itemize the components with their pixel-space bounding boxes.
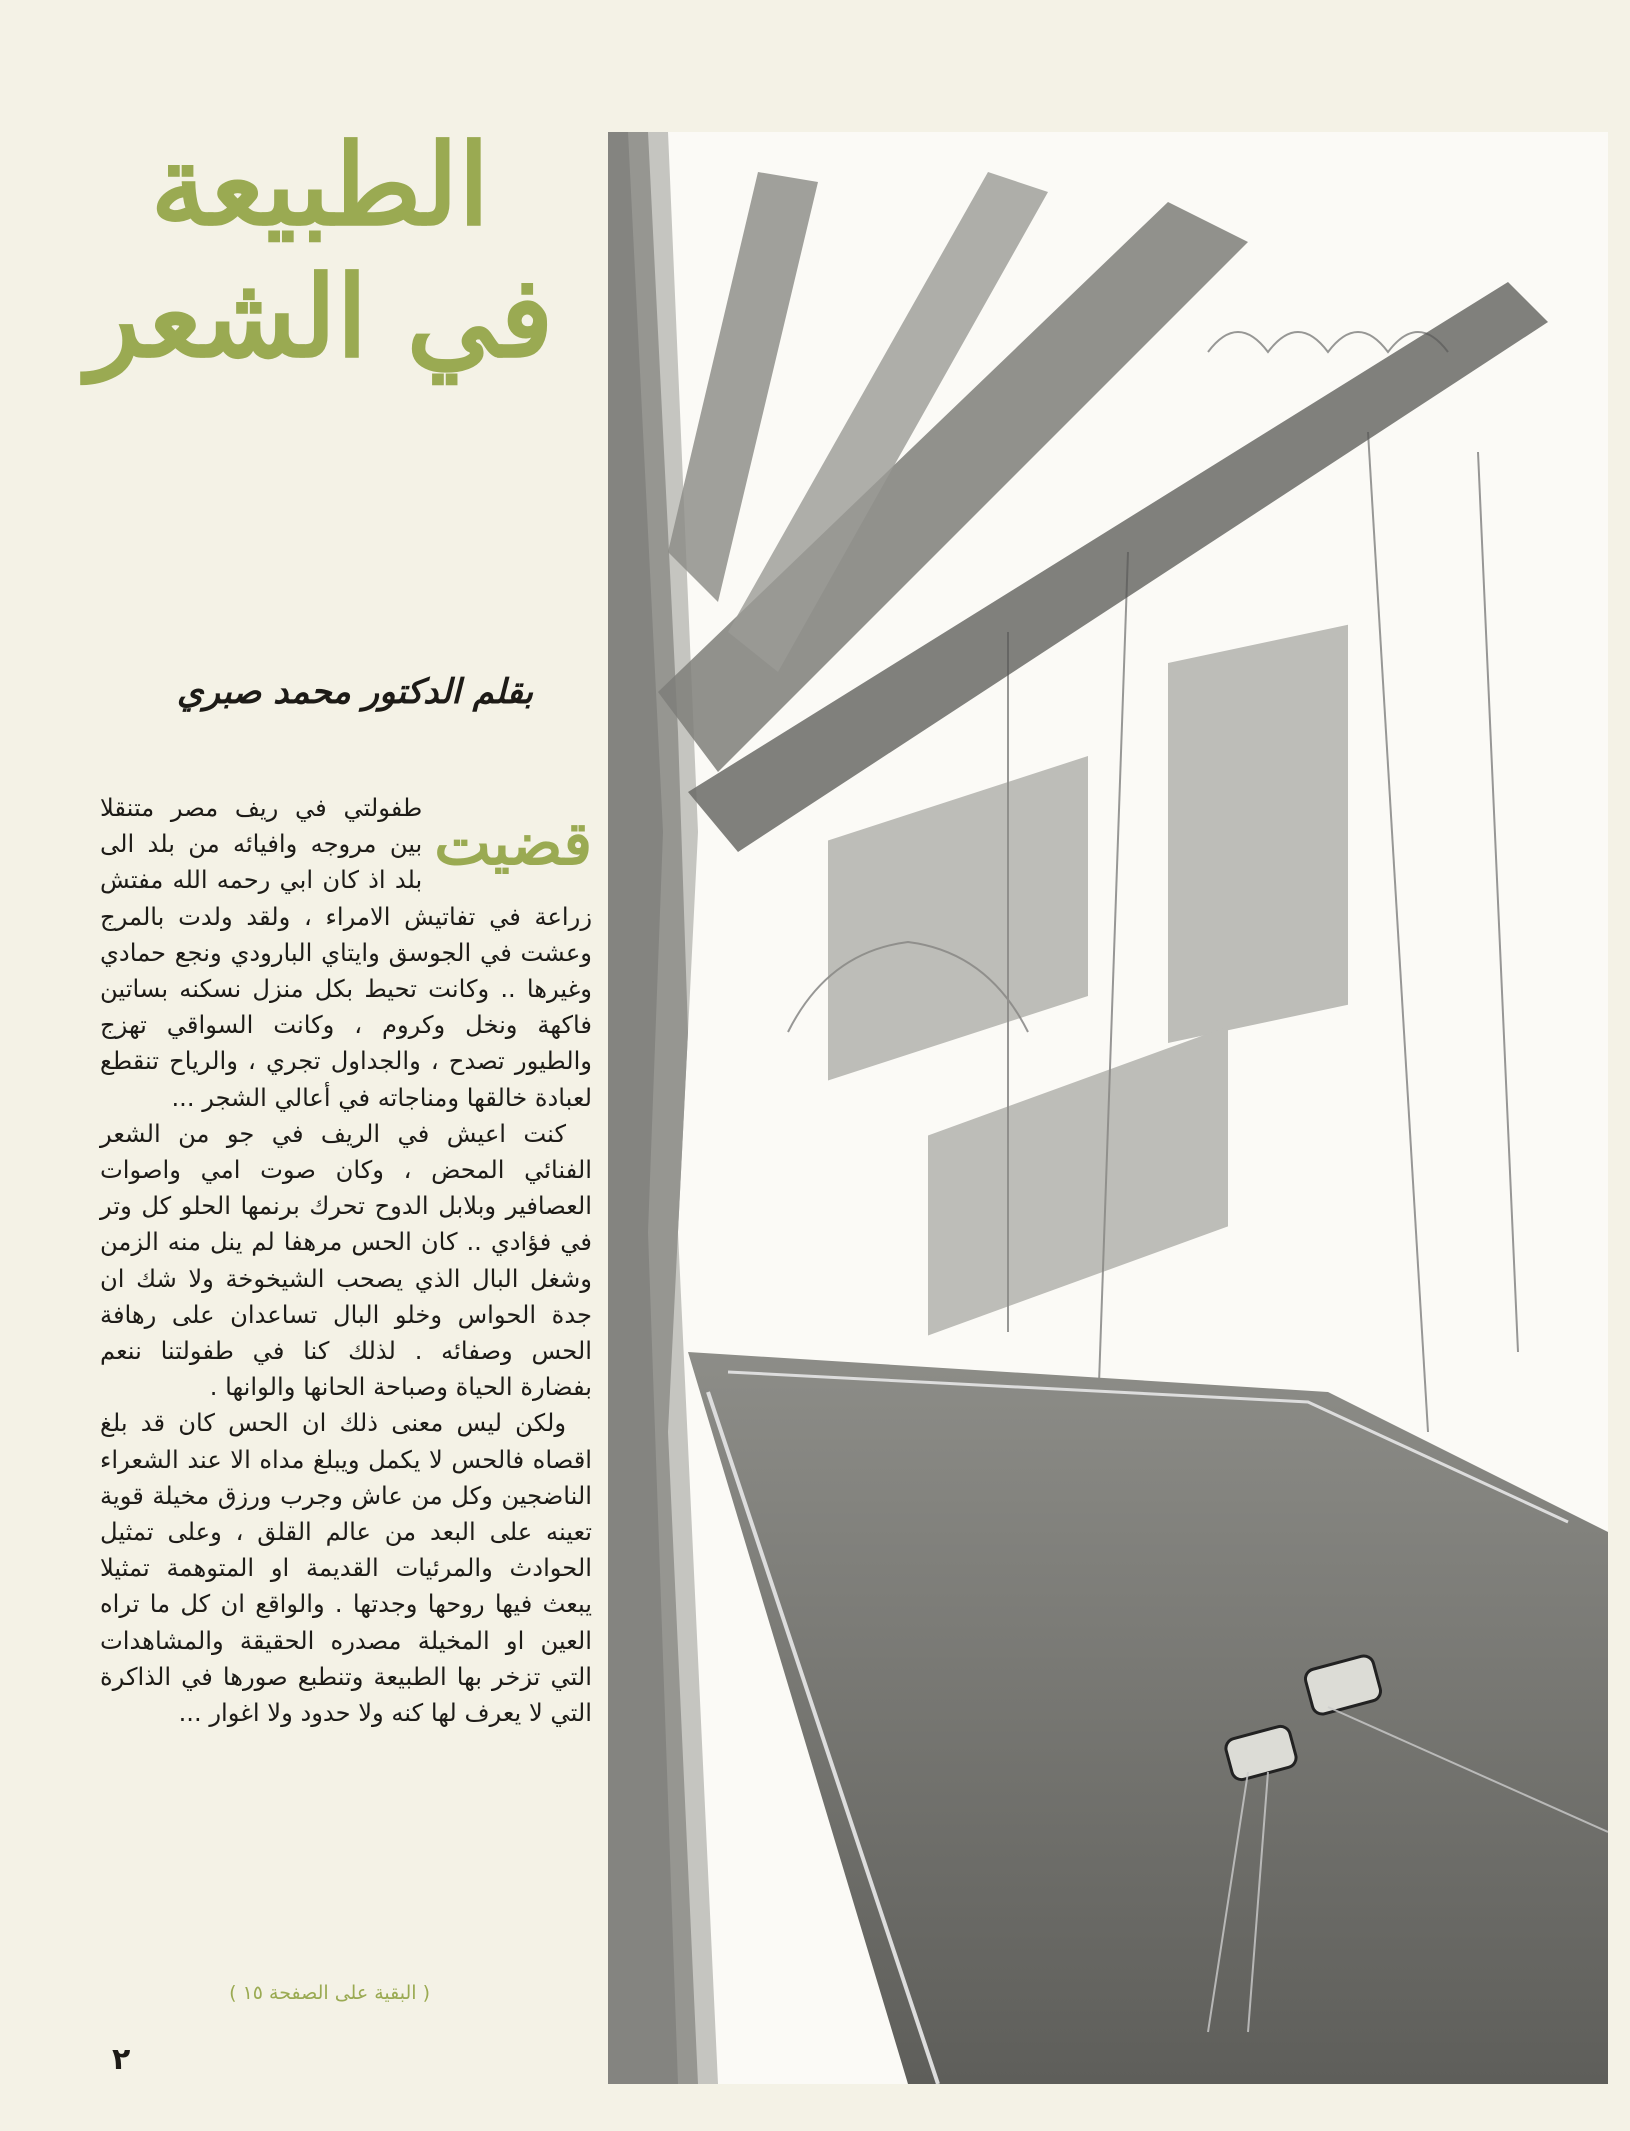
page-number: ٢ [112,2042,131,2077]
author-byline: بقلم الدكتور محمد صبري [176,672,534,712]
landscape-drawing [608,132,1608,2084]
article-title [60,120,580,384]
paragraph-3: ولكن ليس معنى ذلك ان الحس كان قد بلغ اقصاه فالحس لا يكمل ويبلغ مداه الا عند الشعراء الناضجين وكل من عاش وجرب ورزق مخيلة قوية تعينه على البعد من عالم القلق ، وعلى تمثيل الحوادث والمرئيات القديمة او المتوهمة تمثيلا يبعث فيها روحها وجدتها . والواقع ان كل ما تراه العين او المخيلة مصدره الحقيقة والمشاهدات التي تزخر بها الطبيعة وتنطبع صورها في الذاكرة التي لا يعرف لها كنه ولا حدود ولا اغوار ... [100,1409,592,1728]
paragraph-2: كنت اعيش في الريف في جو من الشعر الفنائي المحض ، وكان صوت امي واصوات العصافير وبلابل الدوح تحرك برنمها الحلو كل وتر في فؤادي .. كان الحس مرهفا لم ينل منه الزمن وشغل البال الذي يصحب الشيخوخة ولا شك ان جدة الحواس وخلو البال تساعدان على رهافة الحس وصفائه . لذلك كنا في طفولتنا ننعم بفضارة الحياة وصباحة الحانها والوانها . [100,1119,592,1402]
continued-note: ( البقية على الصفحة ١٥ ) [229,1982,430,2004]
article-body [100,790,592,1970]
title-line-2: في الشعر [86,252,554,384]
title-line-1: الطبيعة [150,120,490,251]
paragraph-1: طفولتي في ريف مصر متنقلا بين مروجه وافيائه من بلد الى بلد اذ كان ابي رحمه الله مفتش زراعة في تفاتيش الامراء ، ولقد ولدت بالمرج وعشت في الجوسق وايتاي البارودي ونجع حمادي وغيرها .. وكانت تحيط بكل منزل نسكنه بساتين فاكهة ونخل وكروم ، وكانت السواقي تهزج والطيور تصدح ، والجداول تجري ، والرياح تنقطع لعبادة خالقها ومناجاته في أعالي الشجر ... [100,794,592,1112]
drop-cap-word: قضيت [434,809,592,879]
road-landscape-illustration [608,132,1608,2084]
